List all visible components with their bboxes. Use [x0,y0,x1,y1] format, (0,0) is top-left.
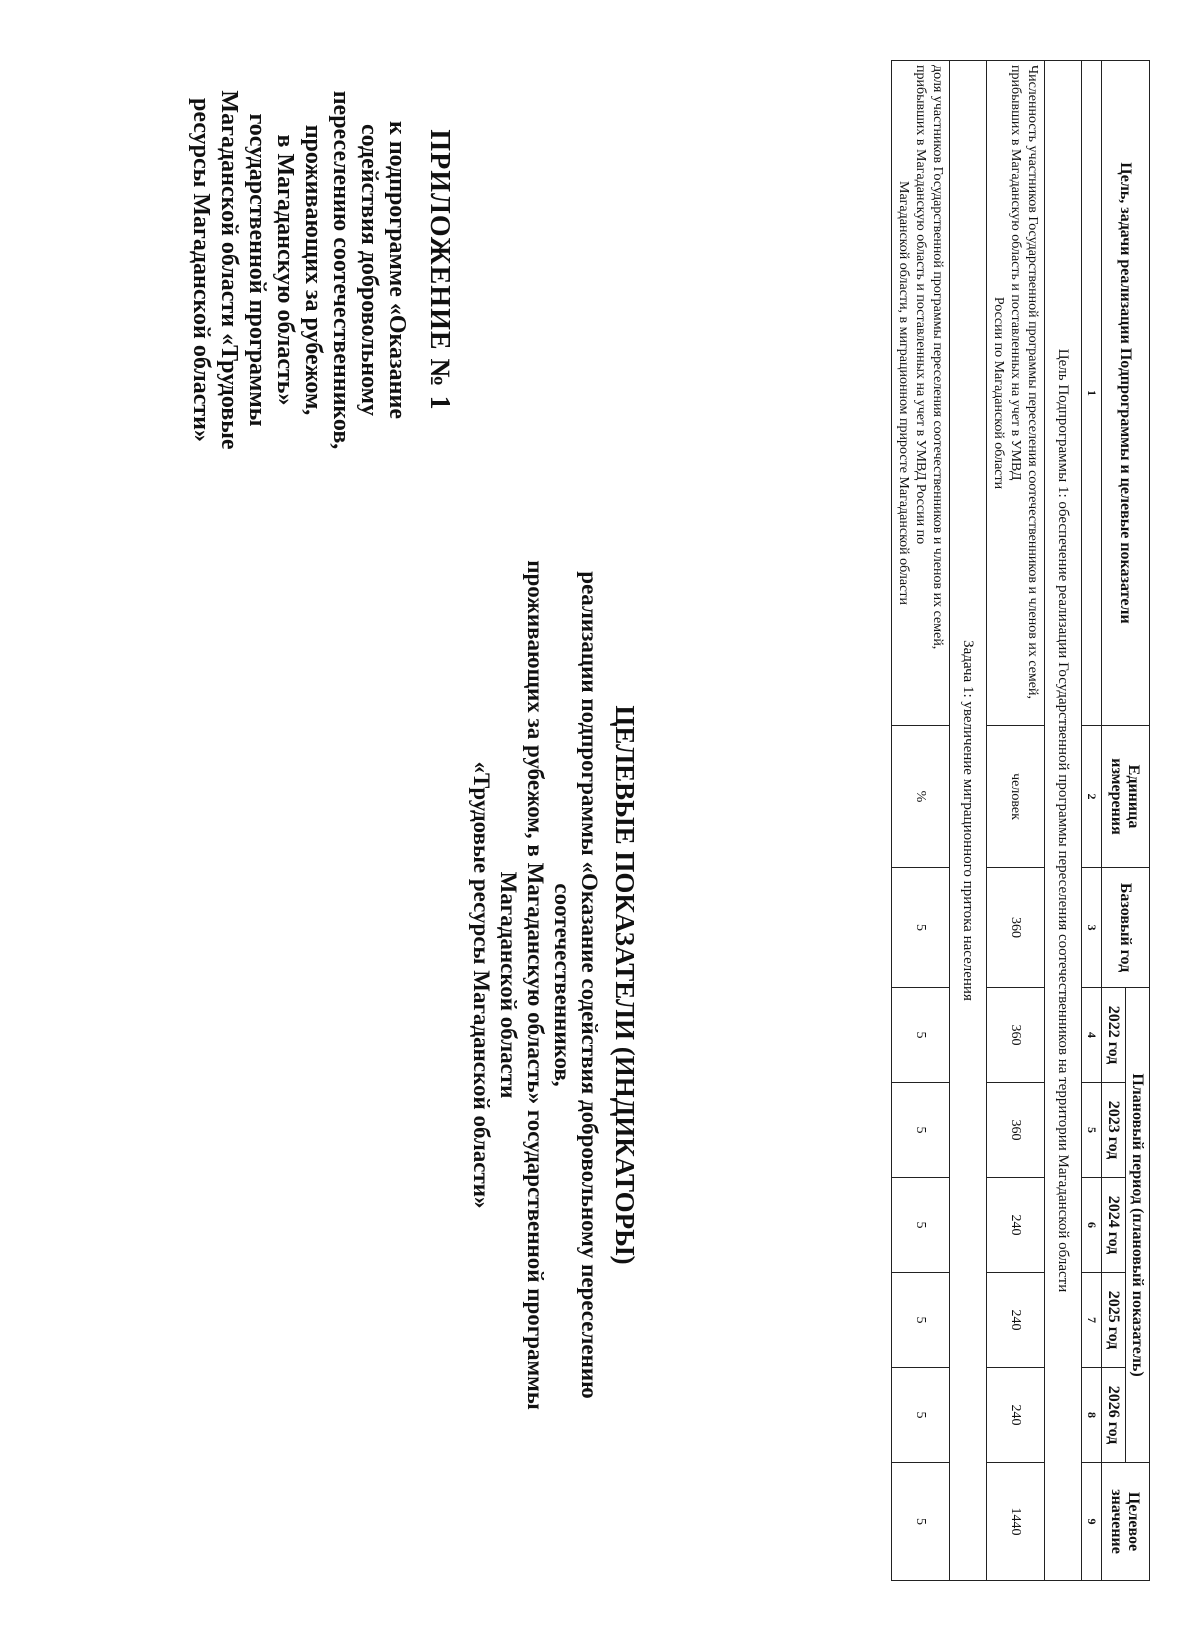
header-target: Целевое значение [1102,1463,1150,1581]
unit-cell: % [892,726,950,868]
header-base-year: Базовый год [1102,868,1150,988]
year-cell: 5 [892,1178,950,1273]
indicator-name [892,61,950,726]
year-cell: 5 [892,1273,950,1368]
appendix-line: в Магаданскую область» [272,134,298,406]
base-cell: 5 [892,868,950,988]
task-text: Задача 1: увеличение миграционного притока населения [950,61,987,1581]
appendix-line: ресурсы Магаданской области» [188,97,214,442]
goal-text: Цель Подпрограммы 1: обеспечение реализации Государственной программы переселения соотечественников на территории Магаданской области [1045,61,1082,1581]
header-year: 2022 год [1102,988,1126,1083]
appendix-line: к подпрограмме «Оказание [384,121,410,419]
header-unit: Единица измерения [1102,726,1150,868]
column-number: 5 [1082,1083,1102,1178]
appendix-line: государственной программы [244,113,270,427]
target-cell: 5 [892,1463,950,1581]
column-number: 6 [1082,1178,1102,1273]
appendix-line: переселению соотечественников, [328,90,354,450]
year-cell: 5 [892,1083,950,1178]
header-goal: Цель, задачи реализации Подпрограммы и целевые показатели [1102,61,1150,726]
indicator-text-end: России по Магаданской области [991,296,1006,490]
header-plan-period: Плановый период (плановый показатель) [1126,988,1150,1463]
header-year: 2026 год [1102,1368,1126,1463]
indicator-name [987,61,1045,726]
column-number: 3 [1082,868,1102,988]
year-cell: 360 [987,1083,1045,1178]
column-number: 2 [1082,726,1102,868]
table-row [987,61,1045,1581]
title-sub-line: «Трудовые ресурсы Магаданской области» [469,761,494,1209]
column-number: 7 [1082,1273,1102,1368]
year-cell: 5 [892,988,950,1083]
document-title [468,495,640,1475]
task-row [950,61,987,1581]
indicator-text: Численность участников Государственной программы переселения соотечественников и членов их семей, прибывших в Магаданскую область и поставленных на учет в УМВД [1008,65,1040,699]
table-header-row [1126,61,1150,1581]
year-cell: 240 [987,1368,1045,1463]
title-sub-line: проживающих за рубежом, в Магаданскую область» государственной программы Магаданской области [496,560,548,1410]
title-main: ЦЕЛЕВЫЕ ПОКАЗАТЕЛИ (ИНДИКАТОРЫ) [610,705,640,1265]
year-cell: 360 [987,988,1045,1083]
appendix-line: проживающих за рубежом, [300,124,326,416]
appendix-line: Магаданской области «Трудовые [216,90,242,450]
appendix-line: содействия добровольному [356,123,382,417]
target-cell: 1440 [987,1463,1045,1581]
column-number: 9 [1082,1463,1102,1581]
indicator-text-end: Магаданской области, в миграционном приросте Магаданской области [896,181,911,605]
base-cell: 360 [987,868,1045,988]
table-row [892,61,950,1581]
year-cell: 5 [892,1368,950,1463]
appendix-block [187,60,455,480]
unit-cell: человек [987,726,1045,868]
year-cell: 240 [987,1178,1045,1273]
column-number: 8 [1082,1368,1102,1463]
title-sub-line: реализации подпрограммы «Оказание содействия добровольному переселению соотечественников, [550,571,602,1399]
goal-row [1045,61,1082,1581]
column-number: 4 [1082,988,1102,1083]
year-cell: 240 [987,1273,1045,1368]
header-year: 2023 год [1102,1083,1126,1178]
column-number: 1 [1082,61,1102,726]
appendix-heading: ПРИЛОЖЕНИЕ № 1 [424,129,455,411]
indicator-text: доля участников Государственной программы переселения соотечественников и членов их семей, прибывших в Магаданскую область и поставленных на учет в УМВД России по [913,65,945,650]
indicators-table [891,60,1150,1581]
header-year: 2025 год [1102,1273,1126,1368]
column-number-row [1082,61,1102,1581]
header-year: 2024 год [1102,1178,1126,1273]
